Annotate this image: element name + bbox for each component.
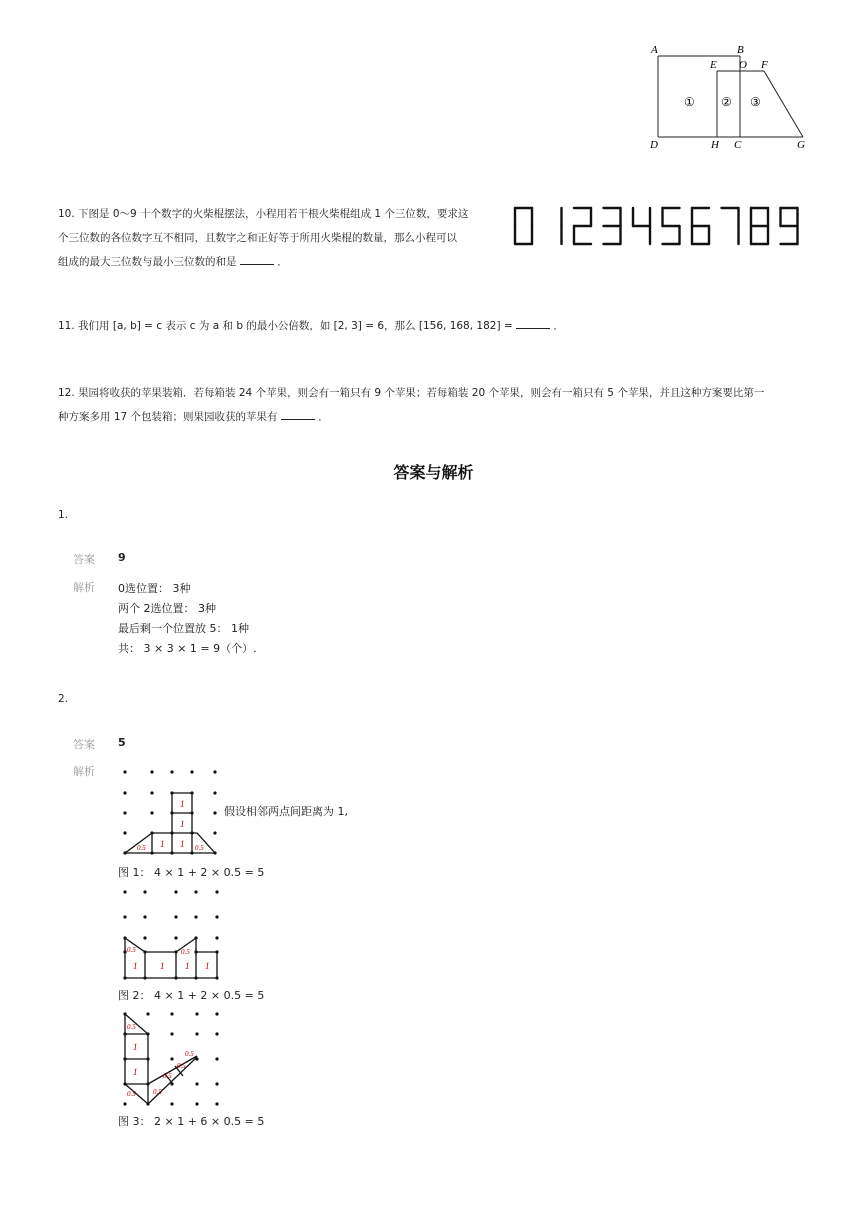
matchstick-digit-5 (663, 208, 680, 244)
mark-half: 0.5 (127, 1090, 136, 1098)
grid-dot (123, 831, 126, 834)
answer-1-value: 9 (118, 551, 126, 564)
mark-one: 1 (180, 819, 185, 829)
matchstick-digits (512, 205, 804, 247)
analysis-1-line: 两个 2选位置： 3种 (118, 602, 216, 615)
q10-line-1: 10. 下图是 0～9 十个数字的火柴棍摆法，小程用若干根火柴棍组成 1 个三位数，要求这 (58, 208, 469, 220)
matchstick-digit-7 (722, 208, 739, 244)
grid-dot (150, 770, 153, 773)
q12-line-2: 种方案多用 17 个包装箱；则果园收获的苹果有 ． (58, 411, 329, 423)
mark-half: 0.5 (137, 844, 146, 852)
matchstick-digit-2 (574, 208, 591, 244)
grid-dot (146, 1012, 149, 1015)
label-E: E (710, 59, 717, 71)
grid-dot (194, 915, 197, 918)
grid-dot (123, 915, 126, 918)
mark-one: 1 (133, 1067, 138, 1077)
mark-half: 0.5 (181, 948, 190, 956)
grid-dot (123, 890, 126, 893)
grid-dot (174, 936, 177, 939)
q10-line-3: 组成的最大三位数与最小三位数的和是 ． (58, 256, 288, 268)
mark-half: 0.5 (185, 1050, 194, 1058)
question-10 (58, 202, 498, 274)
analysis-1-line: 最后剩一个位置放 5： 1种 (118, 622, 249, 635)
grid-dot (215, 1102, 218, 1105)
answer-blank (516, 318, 550, 329)
mark-one: 1 (185, 961, 190, 971)
grid-dot (150, 791, 153, 794)
region-3: ③ (750, 95, 761, 109)
mark-half: 0.5 (163, 1072, 172, 1080)
matchstick-digit-4 (633, 208, 650, 244)
grid-dot (195, 1032, 198, 1035)
grid-dot (143, 915, 146, 918)
answer-blank (281, 409, 315, 420)
grid-dot (170, 1057, 173, 1060)
geometry-figure (645, 40, 815, 155)
grid-dot (143, 936, 146, 939)
q10-line-2: 个三位数的各位数字互不相同，且数字之和正好等于所用火柴棍的数量，那么小程可以 (58, 232, 457, 244)
label-D: D (650, 139, 658, 151)
question-11: 11. 我们用 [a, b] = c 表示 c 为 a 和 b 的最小公倍数，如 [2, 3] = 6，那么 [156, 168, 182] = ． (58, 320, 564, 332)
mark-one: 1 (160, 961, 165, 971)
mark-half: 0.5 (153, 1088, 162, 1096)
grid-dot (213, 791, 216, 794)
figure-1-caption: 图 1： 4 × 1 + 2 × 0.5 = 5 (118, 866, 265, 879)
grid-dot (215, 1057, 218, 1060)
grid-dot (213, 811, 216, 814)
analysis-1-line: 0选位置： 3种 (118, 582, 191, 595)
region-1: ① (684, 95, 695, 109)
answer-1-label: 答案 (73, 553, 95, 566)
grid-dot (190, 770, 193, 773)
matchstick-digit-6 (692, 208, 709, 244)
matchstick-digit-0 (515, 208, 532, 244)
grid-dot (170, 1102, 173, 1105)
grid-dot (215, 915, 218, 918)
grid-dot (195, 1012, 198, 1015)
mark-one: 1 (205, 961, 210, 971)
label-C: C (734, 139, 742, 151)
answer-2-value: 5 (118, 736, 126, 749)
mark-half: 0.5 (195, 844, 204, 852)
grid-dot (170, 770, 173, 773)
grid-dot (150, 811, 153, 814)
mark-one: 1 (133, 961, 138, 971)
grid-dot (213, 770, 216, 773)
grid-dot (174, 915, 177, 918)
figure-2-caption: 图 2： 4 × 1 + 2 × 0.5 = 5 (118, 989, 265, 1002)
grid-dot (143, 890, 146, 893)
grid-dot (215, 936, 218, 939)
grid-dot (215, 1012, 218, 1015)
matchstick-digit-3 (604, 208, 621, 244)
analysis-1-label: 解析 (73, 581, 95, 594)
matchstick-digit-9 (781, 208, 798, 244)
grid-dot (170, 1032, 173, 1035)
dot-grid-figure-1 (115, 762, 225, 862)
mark-half: 0.5 (127, 1023, 136, 1031)
analysis-1-line: 共： 3 × 3 × 1 = 9（个）. (118, 642, 257, 655)
grid-dot (215, 890, 218, 893)
label-A: A (651, 44, 658, 56)
answer-2-label: 答案 (73, 738, 95, 751)
figure-3-caption: 图 3： 2 × 1 + 6 × 0.5 = 5 (118, 1115, 265, 1128)
dot-grid-figure-3 (115, 1004, 225, 1108)
grid-dot (213, 831, 216, 834)
mark-half: 0.5 (127, 946, 136, 954)
mark-one: 1 (133, 1042, 138, 1052)
grid-dot (194, 890, 197, 893)
grid-dot (195, 1102, 198, 1105)
region-2: ② (721, 95, 732, 109)
analysis-1-body (118, 579, 257, 659)
grid-dot (123, 791, 126, 794)
label-B: B (737, 44, 744, 56)
label-O: O (739, 59, 747, 71)
mark-one: 1 (180, 799, 185, 809)
answer-2-number: 2. (58, 693, 69, 705)
matchstick-digit-8 (751, 208, 768, 244)
section-title: 答案与解析 (393, 463, 474, 482)
grid-dot (215, 1082, 218, 1085)
grid-dot (215, 1032, 218, 1035)
label-H: H (711, 139, 719, 151)
grid-dot (170, 1012, 173, 1015)
analysis-2-note: 假设相邻两点间距离为 1, (224, 805, 348, 818)
dot-grid-figure-2 (115, 882, 225, 982)
answer-1-number: 1. (58, 509, 69, 521)
q12-line-1: 12. 果园将收获的苹果装箱．若每箱装 24 个苹果，则会有一箱只有 9 个苹果；若每箱装 20 个苹果，则会有一箱只有 5 个苹果，并且这种方案要比第一 (58, 387, 765, 399)
mark-half: 0.5 (177, 1062, 186, 1070)
label-F: F (761, 59, 768, 71)
mark-one: 1 (160, 839, 165, 849)
label-G: G (797, 139, 805, 151)
mark-one: 1 (180, 839, 185, 849)
analysis-2-label: 解析 (73, 765, 95, 778)
grid-dot (195, 1082, 198, 1085)
answer-blank (240, 254, 274, 265)
grid-dot (123, 811, 126, 814)
grid-dot (123, 770, 126, 773)
question-12 (58, 381, 818, 429)
grid-dot (123, 1102, 126, 1105)
grid-dot (174, 890, 177, 893)
